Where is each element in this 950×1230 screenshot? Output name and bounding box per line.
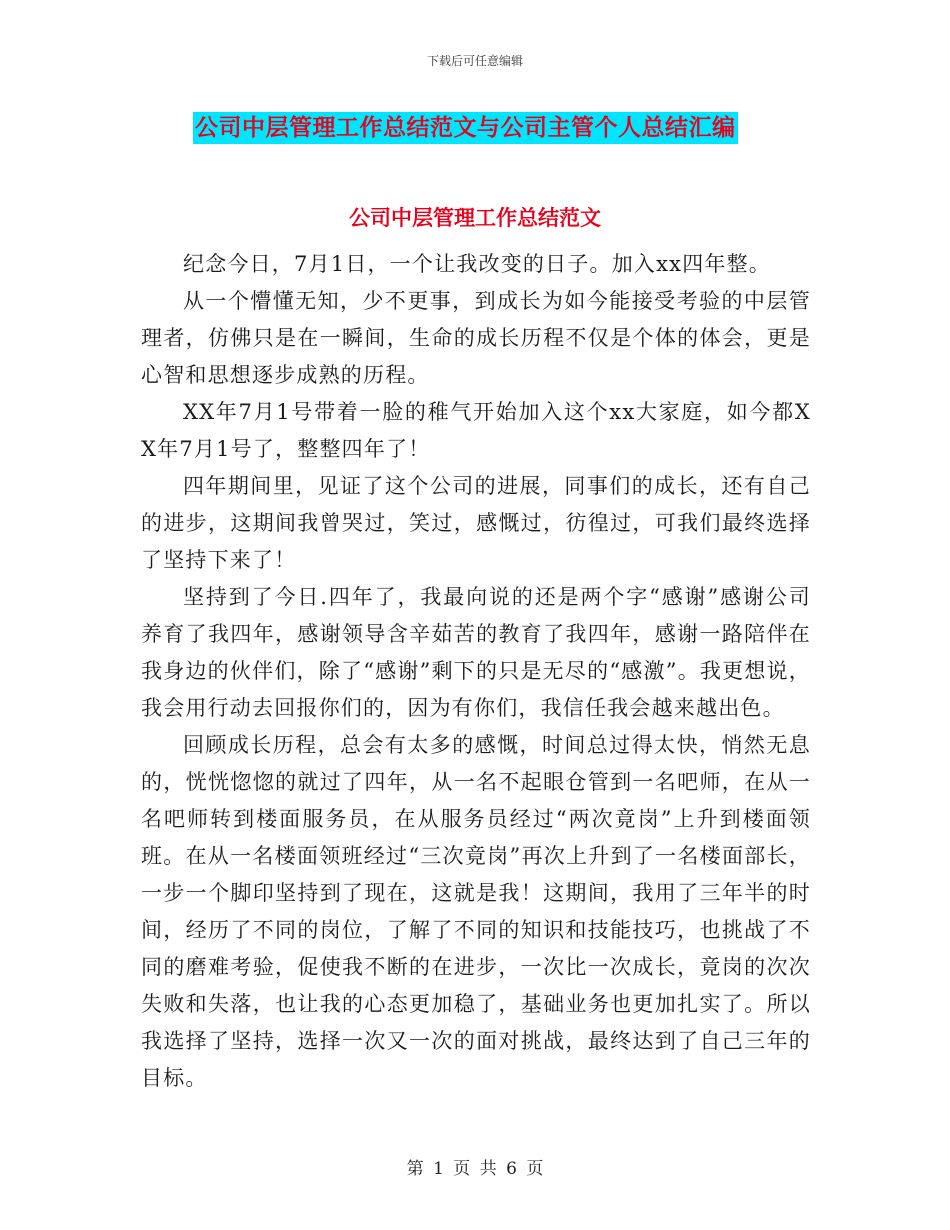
paragraph: XX年7月1号带着一脸的稚气开始加入这个xx大家庭，如今都XX年7月1号了，整整四年了！: [141, 400, 811, 461]
header-note: 下载后可任意编辑: [426, 54, 523, 68]
document-body: [141, 246, 811, 1097]
paragraph: 回顾成长历程，总会有太多的感慨，时间总过得太快，悄然无息的，恍恍惚惚的就过了四年，从一名不起眼仓管到一名吧师，在从一名吧师转到楼面服务员，在从服务员经过“两次竟岗”上升到楼面领班。在从一名楼面领班经过“三次竟岗”再次上升到了一名楼面部长，一步一个脚印坚持到了现在，这就是我！这期间，我用了三年半的时间，经历了不同的岗位，了解了不同的知识和技能技巧，也挑战了不同的磨难考验，促使我不断的在进步，一次比一次成长，竟岗的次次失败和失落，也让我的心态更加稳了，基础业务也更加扎实了。所以我选择了坚持，选择一次又一次的面对挑战，最终达到了自己三年的目标。: [141, 733, 811, 1090]
paragraph: 纪念今日，7月1日，一个让我改变的日子。加入xx四年整。: [183, 252, 772, 276]
document-title: 公司中层管理工作总结范文与公司主管个人总结汇编: [195, 115, 736, 141]
paragraph: 四年期间里，见证了这个公司的进展，同事们的成长，还有自己的进步，这期间我曾哭过，笑过，感慨过，彷徨过，可我们最终选择了坚持下来了！: [141, 474, 811, 572]
paragraph: 坚持到了今日.四年了，我最向说的还是两个字“感谢”感谢公司养育了我四年，感谢领导含辛茹苦的教育了我四年，感谢一路陪伴在我身边的伙伴们，除了“感谢”剩下的只是无尽的“感激”。我更想说，我会用行动去回报你们的，因为有你们，我信任我会越来越出色。: [141, 585, 811, 720]
page-number-footer: 第 1 页 共 6 页: [406, 1159, 544, 1179]
document-title-highlight: [193, 112, 738, 144]
section-title: 公司中层管理工作总结范文: [349, 206, 601, 230]
paragraph: 从一个懵懂无知，少不更事，到成长为如今能接受考验的中层管理者，仿佛只是在一瞬间，生命的成长历程不仅是个体的体会，更是心智和思想逐步成熟的历程。: [141, 289, 811, 387]
